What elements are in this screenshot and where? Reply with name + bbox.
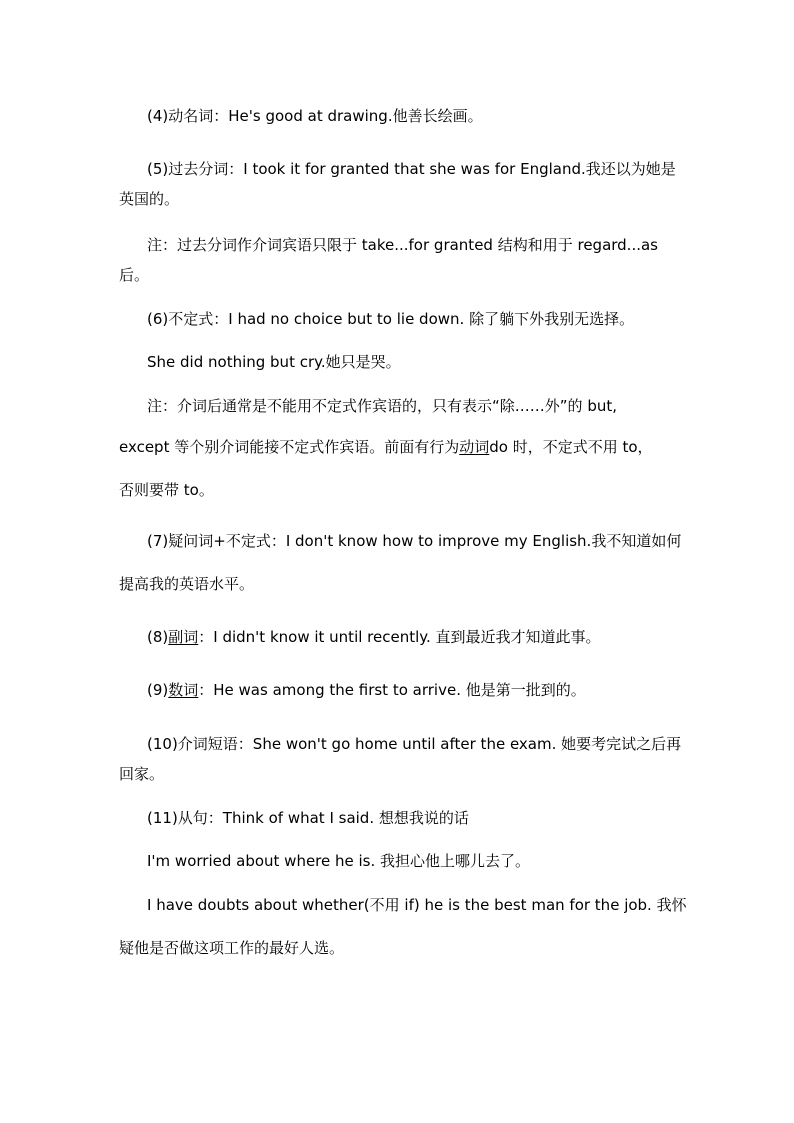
adverb-link[interactable]: 副词	[168, 628, 199, 646]
item-wh-infinitive	[147, 531, 681, 551]
item-text: Think of what I said. 想想我说的话	[222, 809, 469, 827]
item-label: (6)不定式：	[147, 310, 229, 328]
item-adverb: (8)副词：I didn't know it until recently. 直到最近我才知道此事。	[147, 628, 601, 646]
item-prep-phrase	[147, 734, 681, 754]
item-text: I had no choice but to lie down. 除了躺下外我别无选择。	[228, 310, 635, 328]
item-clause	[147, 808, 469, 828]
item-prep-phrase-cont: 回家。	[119, 765, 165, 783]
item-text: I don't know how to improve my English.我不知道如何	[285, 532, 682, 550]
item-label: (7)疑问词+不定式：	[147, 532, 286, 550]
note-infinitive-cont2: 否则要带 to。	[119, 481, 214, 499]
item-text: He's good at drawing.他善长绘画。	[228, 107, 483, 125]
item-clause-example2-cont: 疑他是否做这项工作的最好人选。	[119, 939, 345, 957]
note-past-participle-cont: 后。	[119, 266, 150, 284]
note-infinitive: 注：介词后通常是不能用不定式作宾语的，只有表示“除……外”的 but,	[147, 397, 617, 415]
item-infinitive	[147, 309, 634, 329]
item-wh-infinitive-cont: 提高我的英语水平。	[119, 575, 255, 593]
item-label: (5)过去分词：	[147, 160, 244, 178]
item-label: (4)动名词：	[147, 107, 229, 125]
item-past-participle-cont: 英国的。	[119, 190, 180, 208]
item-clause-example: I'm worried about where he is. 我担心他上哪儿去了。	[147, 852, 531, 870]
item-label: (11)从句：	[147, 809, 223, 827]
item-past-participle	[147, 159, 676, 179]
item-infinitive-example: She did nothing but cry.她只是哭。	[147, 353, 401, 371]
item-numeral: (9)数词：He was among the first to arrive. 他是第一批到的。	[147, 681, 586, 699]
note-past-participle: 注：过去分词作介词宾语只限于 take...for granted 结构和用于 regard...as	[147, 236, 658, 254]
item-clause-example2: I have doubts about whether(不用 if) he is the best man for the job. 我怀	[147, 896, 687, 914]
item-label: (10)介词短语：	[147, 735, 253, 753]
note-infinitive-cont: except 等个别介词能接不定式作宾语。前面有行为动词do 时，不定式不用 to，	[119, 438, 653, 456]
item-text: She won't go home until after the exam. 她要考完试之后再	[252, 735, 682, 753]
item-gerund	[147, 106, 483, 126]
numeral-link[interactable]: 数词	[168, 681, 199, 699]
verb-link[interactable]: 动词	[459, 438, 490, 456]
item-text: I took it for granted that she was for England.我还以为她是	[243, 160, 676, 178]
